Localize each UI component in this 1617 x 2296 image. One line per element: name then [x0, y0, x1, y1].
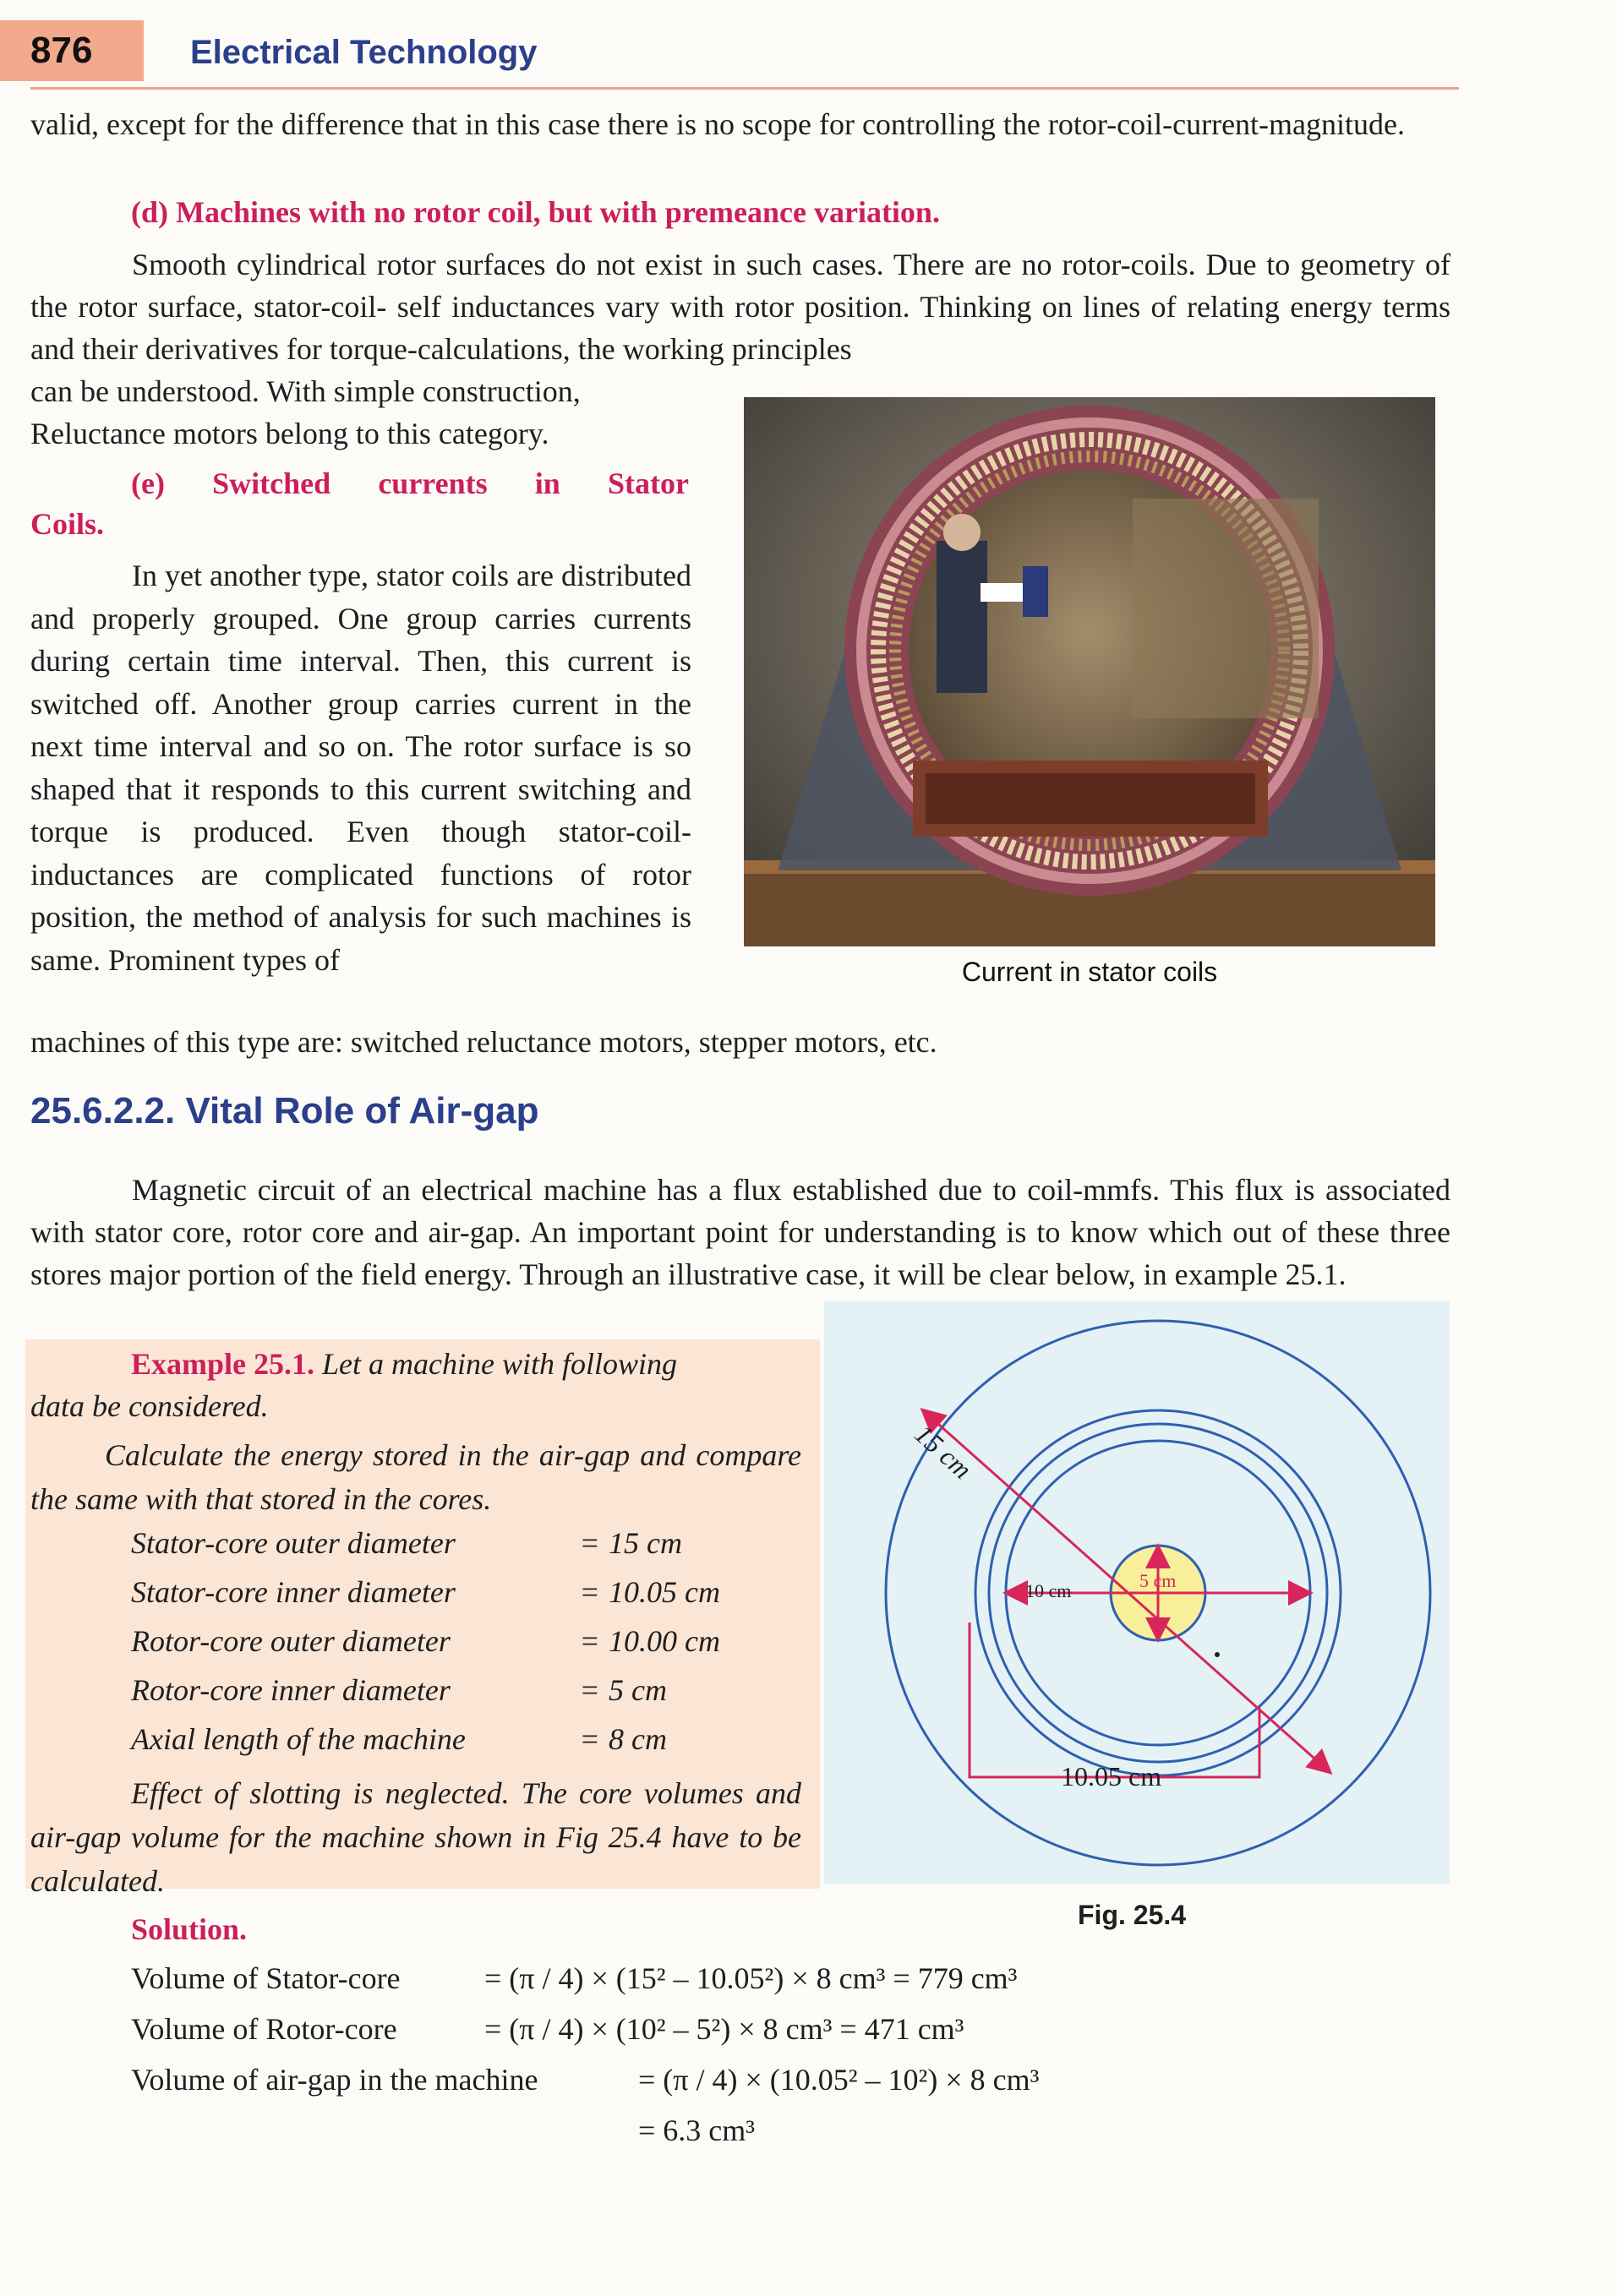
data-row [131, 1574, 720, 1610]
label-15cm: 15 cm [909, 1418, 978, 1485]
data-label: Rotor-core inner diameter [131, 1673, 451, 1707]
figure-25-4 [824, 1301, 1450, 1884]
data-value: 8 cm [609, 1722, 667, 1756]
data-label: Stator-core inner diameter [131, 1575, 456, 1609]
section-d-body: Smooth cylindrical rotor surfaces do not exist in such cases. There are no rotor-coils. Due to geometry of the rotor surface, stator-coil- self inductances vary with rotor position. Thinking on lines of relating energy terms and their derivatives for torque-calculations, the working principles [30, 248, 1450, 366]
solution-row-expr: = (π / 4) × (15² – 10.05²) × 8 cm³ = 779 cm³ [484, 1961, 1018, 1995]
data-label: Rotor-core outer diameter [131, 1624, 451, 1658]
solution-row-expr: = (π / 4) × (10² – 5²) × 8 cm³ = 471 cm³ [484, 2012, 964, 2046]
example-intro-1: Let a machine with following [322, 1347, 678, 1381]
data-value: 10.00 cm [609, 1624, 720, 1658]
data-label: Stator-core outer diameter [131, 1526, 456, 1560]
data-row [131, 1672, 667, 1708]
header-rule [30, 87, 1459, 90]
solution-row-label: Volume of air-gap in the machine [131, 2063, 538, 2097]
section-e-title: (e) Switched currents in Stator [131, 466, 689, 500]
example-note: Effect of slotting is neglected. The core volumes and air-gap volume for the machine shown in Fig 25.4 have to be calculated. [30, 1776, 801, 1898]
data-eq: = [579, 1673, 600, 1707]
section-d-body-line-2: Reluctance motors belong to this category. [30, 417, 549, 450]
example-intro-2: data be considered. [30, 1389, 269, 1423]
solution-result: = 6.3 cm³ [638, 2113, 756, 2147]
data-value: 10.05 cm [609, 1575, 720, 1609]
data-eq: = [579, 1575, 600, 1609]
data-eq: = [579, 1526, 600, 1560]
solution-row-label: Volume of Rotor-core [131, 2012, 397, 2046]
data-eq: = [579, 1722, 600, 1756]
label-10-05cm: 10.05 cm [1061, 1761, 1162, 1792]
solution-row [131, 1961, 1017, 1996]
example-task: Calculate the energy stored in the air-gap and compare the same with that stored in the cores. [30, 1438, 801, 1516]
data-row [131, 1525, 682, 1561]
running-title: Electrical Technology [190, 34, 538, 71]
section-d-title: (d) Machines with no rotor coil, but with premeance variation. [131, 195, 940, 229]
data-row [131, 1721, 667, 1757]
data-row [131, 1623, 720, 1659]
data-value: 5 cm [609, 1673, 667, 1707]
data-eq: = [579, 1624, 600, 1658]
stator-photo [744, 397, 1435, 946]
solution-row-label: Volume of Stator-core [131, 1961, 401, 1995]
data-value: 15 cm [609, 1526, 682, 1560]
photo-caption: Current in stator coils [961, 957, 1218, 987]
figure-graphic [824, 1301, 1450, 1884]
section-e-title-cont: Coils. [30, 507, 105, 541]
solution-label: Solution. [131, 1912, 248, 1946]
page-number: 876 [0, 20, 144, 81]
solution-row [131, 2062, 1039, 2097]
intro-paragraph: valid, except for the difference that in this case there is no scope for controlling the rotor-coil-current-magnitude. [30, 107, 1406, 141]
airgap-paragraph: Magnetic circuit of an electrical machine has a flux established due to coil-mmfs. This flux is associated with stator core, rotor core and air-gap. An important point for understanding is to know which out of these three stores major portion of the field energy. Through an illustrative case, it will be clear below, in example 25.1. [30, 1173, 1450, 1291]
label-5cm: 5 cm [1139, 1570, 1177, 1591]
solution-row-expr: = (π / 4) × (10.05² – 10²) × 8 cm³ [638, 2063, 1040, 2097]
section-heading: 25.6.2.2. Vital Role of Air-gap [30, 1090, 539, 1132]
example-label [131, 1342, 677, 1386]
data-label: Axial length of the machine [131, 1722, 466, 1756]
label-10cm: 10 cm [1025, 1580, 1072, 1601]
section-e-body: In yet another type, stator coils are distributed and properly grouped. One group carries currents during certain time interval. Then, this current is switched off. Another group carries current in the next time interval and so on. The rotor surface is so shaped that it responds to this current switching and torque is produced. Even though stator-coil-inductances are complicated functions of rotor position, the method of analysis for such machines is same. Prominent types of [30, 559, 691, 977]
figure-caption: Fig. 25.4 [1078, 1900, 1187, 1930]
section-e-body-last: machines of this type are: switched reluctance motors, stepper motors, etc. [30, 1025, 937, 1059]
stator-photo-graphic [744, 397, 1435, 946]
example-number: Example 25.1. [131, 1347, 315, 1381]
solution-row [131, 2011, 964, 2047]
section-d-body-line-1: can be understood. With simple construction, [30, 374, 581, 408]
